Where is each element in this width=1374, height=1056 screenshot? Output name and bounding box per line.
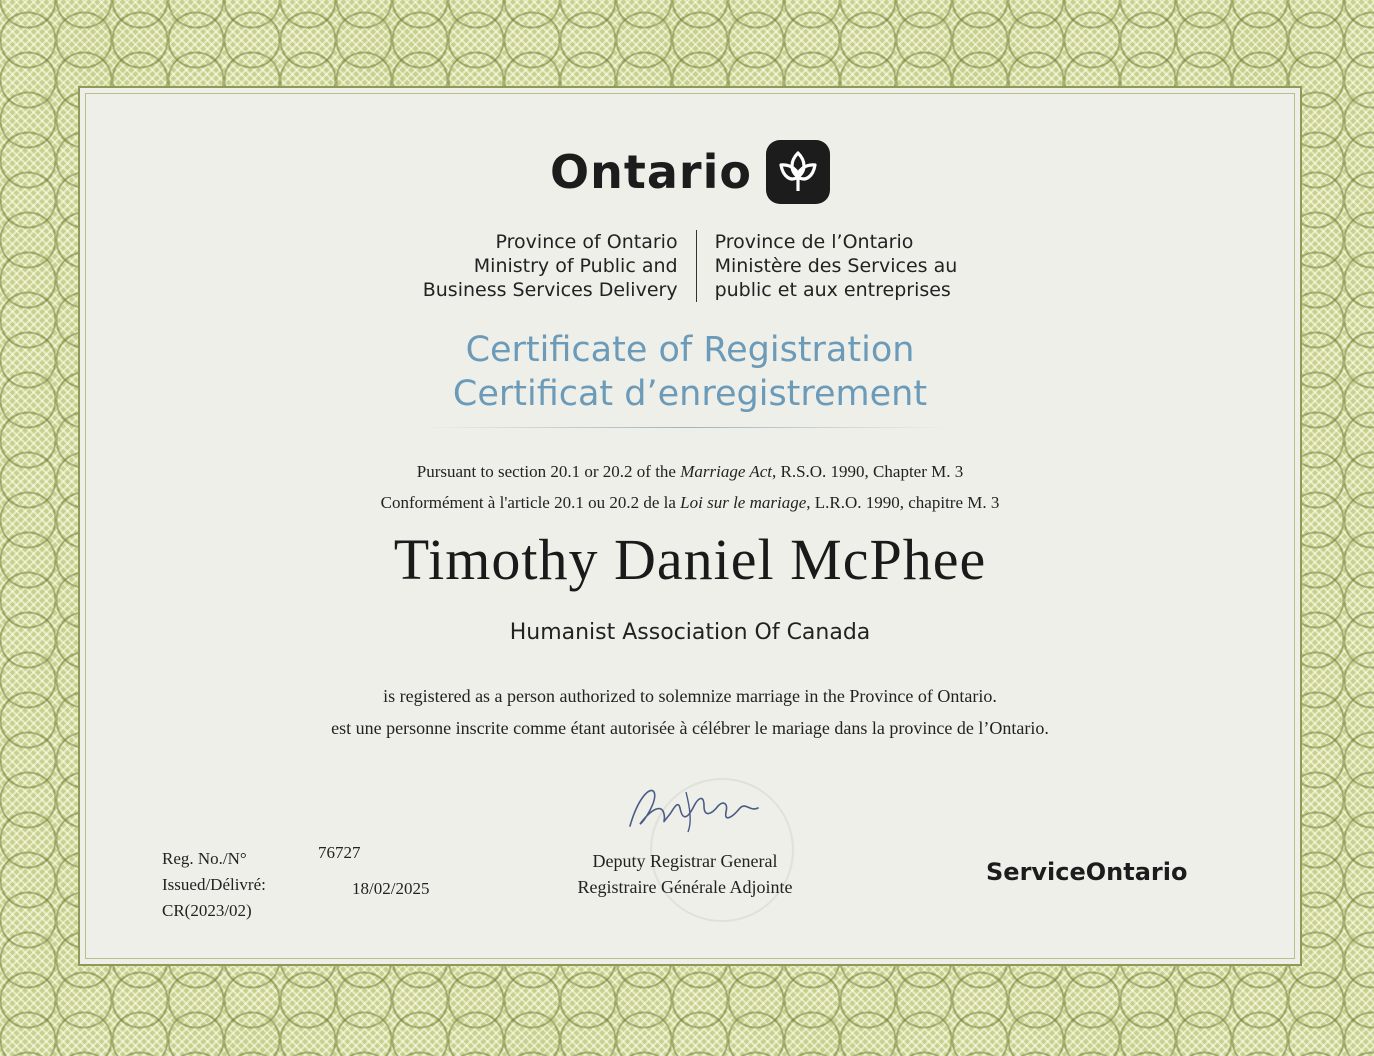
- ministry-en-line: Ministry of Public and: [473, 255, 678, 277]
- certificate-body: [78, 86, 1302, 966]
- serviceontario-logo: ServiceOntario: [986, 858, 1188, 886]
- authorization-statement: [80, 680, 1300, 744]
- ministry-en-line: Business Services Delivery: [422, 279, 678, 301]
- issued-date-value: 18/02/2025: [352, 879, 430, 898]
- reg-number-label: Reg. No./N°: [162, 849, 247, 868]
- registrar-title-en: Deputy Registrar General: [592, 851, 778, 871]
- form-code: CR(2023/02): [162, 901, 252, 920]
- issued-label: Issued/Délivré:: [162, 875, 266, 894]
- registrar-title: [530, 848, 840, 900]
- pursuant-en: [80, 456, 1300, 487]
- ministry-fr-line: Ministère des Services au: [714, 255, 958, 277]
- pursuant-clause: [80, 456, 1300, 518]
- title-divider: [420, 427, 950, 428]
- trillium-icon: [766, 140, 830, 204]
- registrant-name: Timothy Daniel McPhee: [393, 527, 987, 592]
- pursuant-fr-post: , L.R.O. 1990, chapitre M. 3: [806, 493, 1000, 512]
- certificate-title: [80, 328, 1300, 416]
- ontario-wordmark: Ontario: [550, 145, 752, 199]
- pursuant-en-pre: Pursuant to section 20.1 or 20.2 of the: [416, 462, 681, 481]
- ministry-fr-line: public et aux entreprises: [714, 279, 951, 301]
- ministry-en-line: Province of Ontario: [495, 231, 678, 253]
- ministry-block: [80, 230, 1300, 302]
- act-name-en: Marriage Act: [680, 462, 772, 481]
- statement-fr: est une personne inscrite comme étant autorisée à célébrer le mariage dans la province de l’Ontario.: [331, 718, 1049, 738]
- statement-en: is registered as a person authorized to solemnize marriage in the Province of Ontario.: [383, 686, 997, 706]
- ontario-header: [80, 140, 1300, 204]
- registrar-signature: [600, 778, 780, 838]
- ministry-english: [423, 230, 697, 302]
- reg-number-value: 76727: [318, 843, 361, 862]
- registrar-title-fr: Registraire Générale Adjointe: [577, 877, 793, 897]
- pursuant-en-post: , R.S.O. 1990, Chapter M. 3: [771, 462, 964, 481]
- pursuant-fr-pre: Conformément à l'article 20.1 ou 20.2 de la: [380, 493, 681, 512]
- ministry-fr-line: Province de l’Ontario: [714, 231, 914, 253]
- registrant-organization: Humanist Association Of Canada: [509, 620, 871, 645]
- pursuant-fr: [80, 487, 1300, 518]
- certificate-title-fr: Certificat d’enregistrement: [452, 374, 928, 414]
- ministry-french: [697, 230, 958, 302]
- certificate-title-en: Certificate of Registration: [465, 330, 915, 370]
- act-name-fr: Loi sur le mariage: [680, 493, 807, 512]
